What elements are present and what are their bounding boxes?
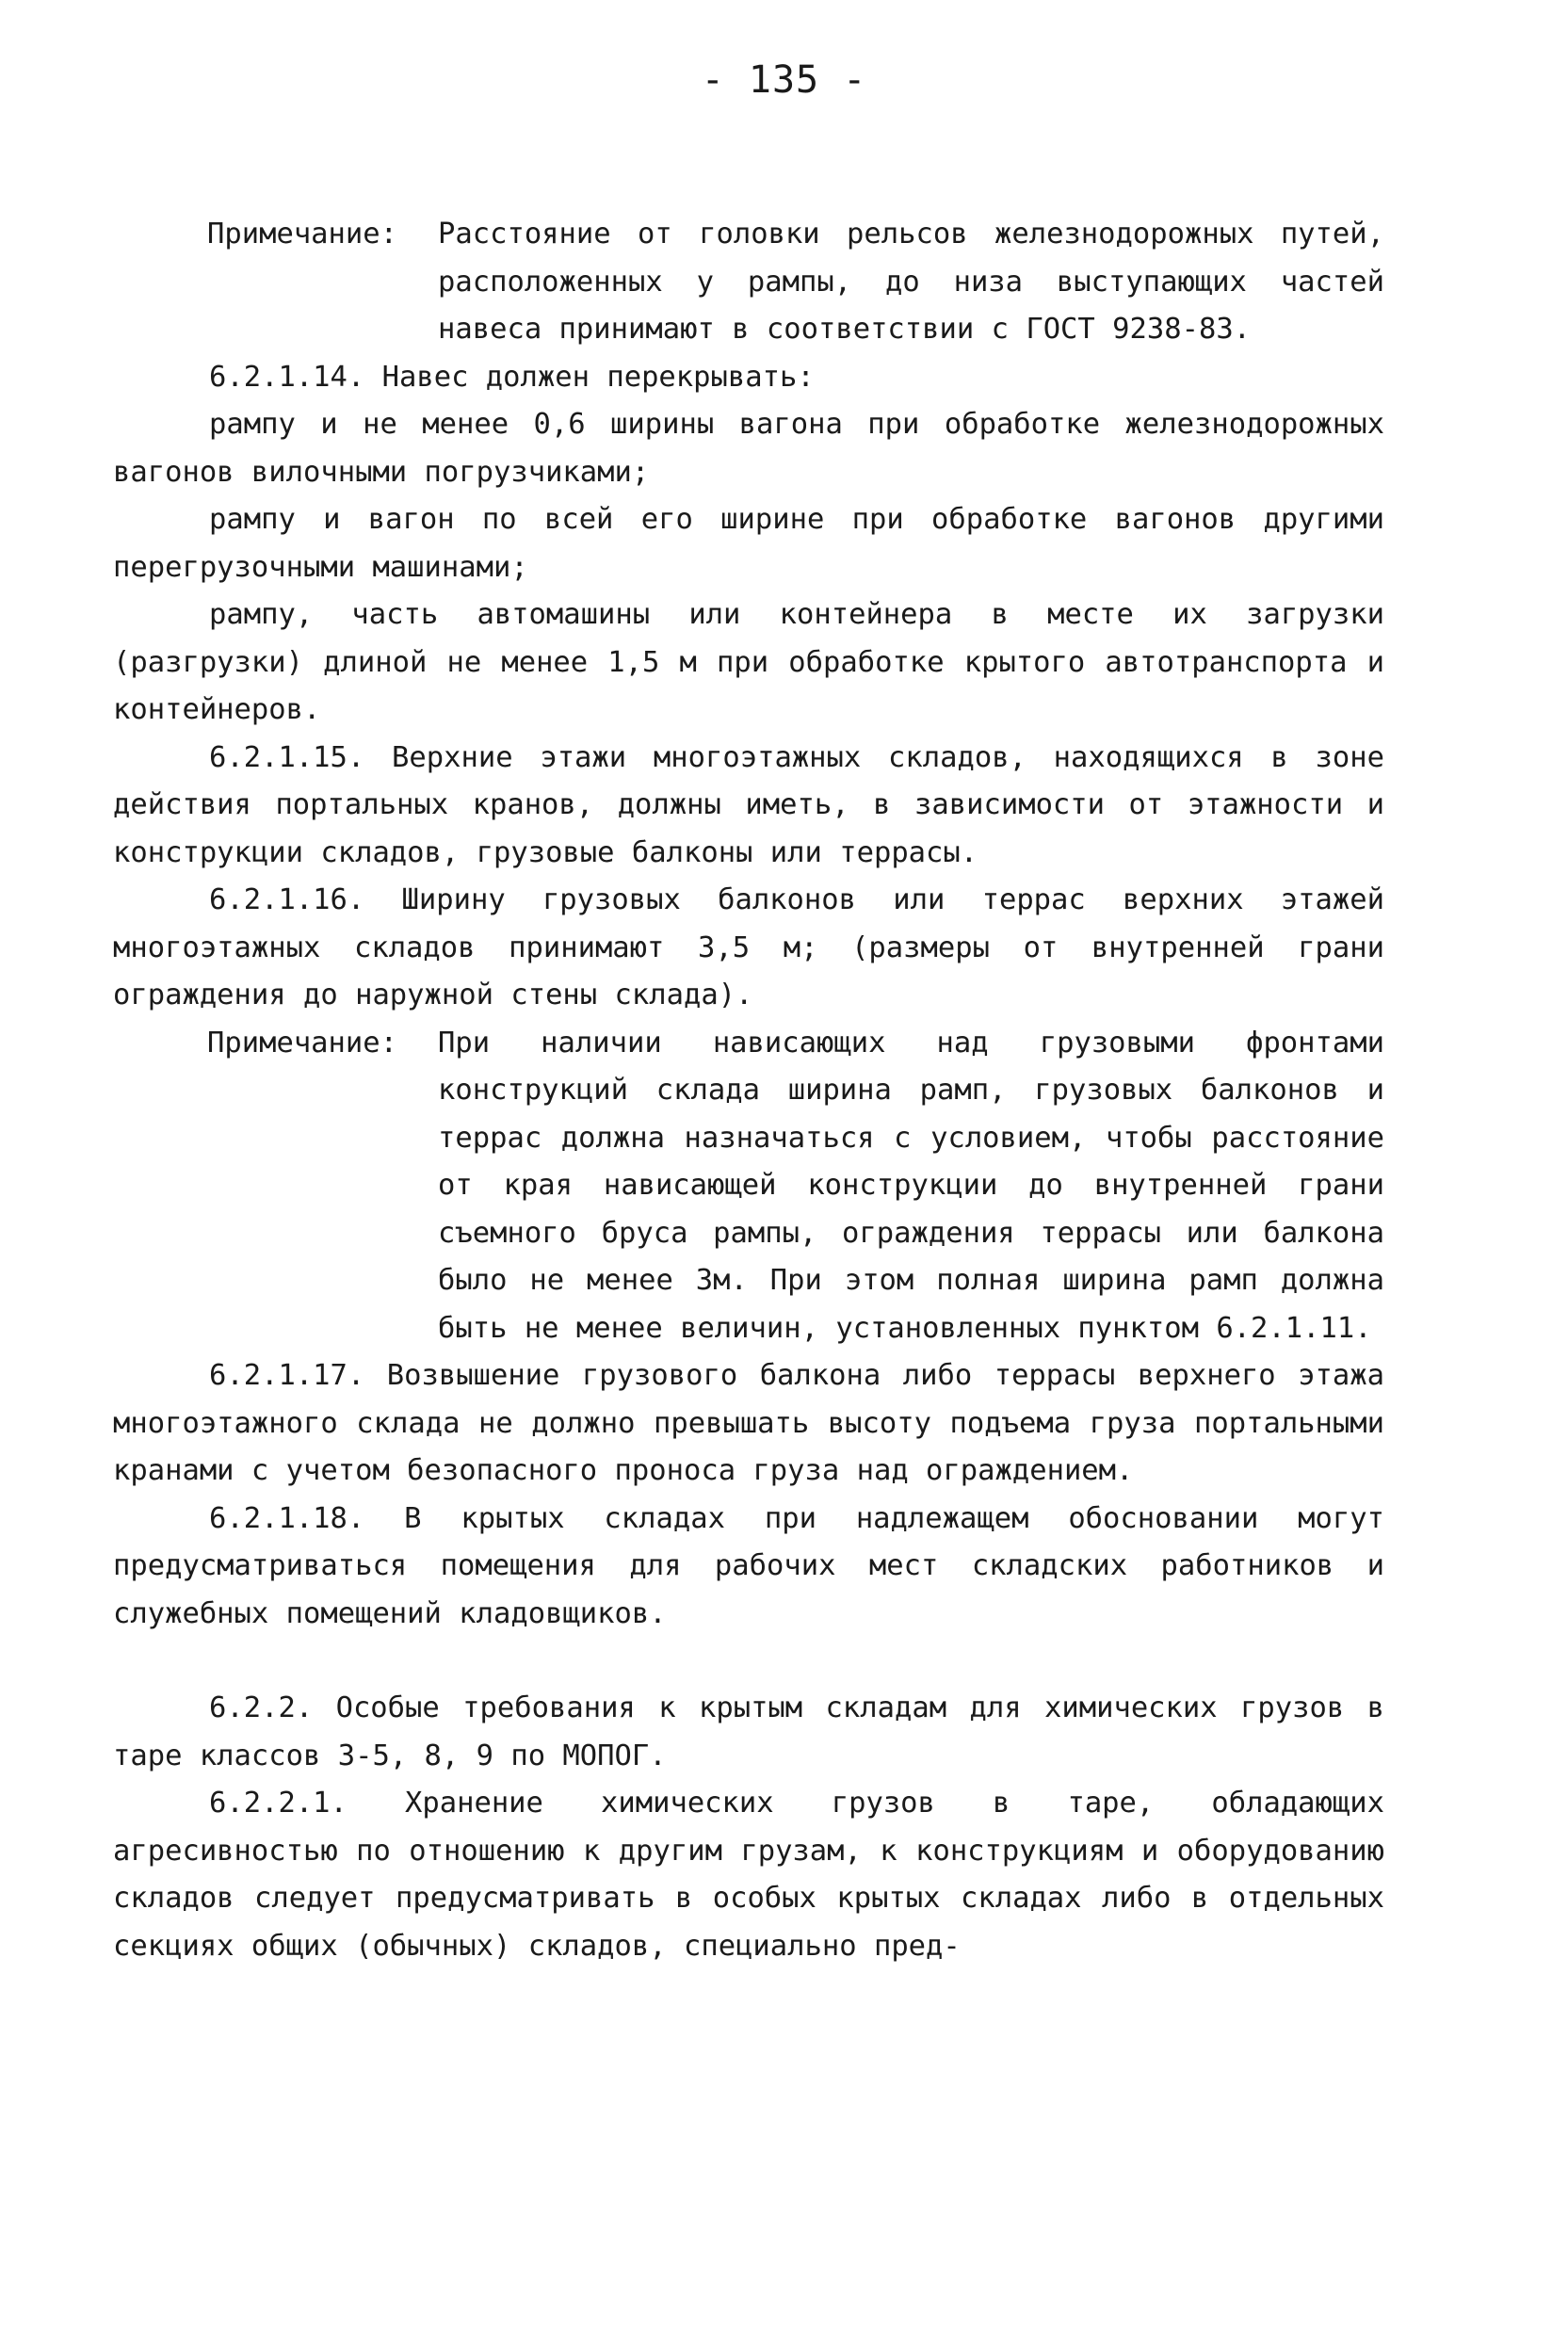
paragraph-6-2-2-1: 6.2.2.1. Хранение химических грузов в таре, обладающих агресивностью по отношению к другим грузам, к конструкциям и оборудованию складов следует предусматривать в особых крытых складах либо в отдельных секциях общих (обычных) складов, специально пред- [113, 1787, 1384, 1963]
document-body [113, 211, 1384, 1970]
paragraph-ramp-truck: рампу, часть автомашины или контейнера в месте их загрузки (разгрузки) длиной не менее 1,5 м при обработке крытого автотранспорта и контейнеров. [113, 598, 1384, 726]
note-label: Примечание: [207, 218, 397, 251]
paragraph-6-2-1-16: 6.2.1.16. Ширину грузовых балконов или террас верхних этажей многоэтажных складов принимают 3,5 м; (размеры от внутренней грани ограждения до наружной стены склада). [113, 883, 1384, 1011]
paragraph-6-2-1-15: 6.2.1.15. Верхние этажи многоэтажных складов, находящихся в зоне действия портальных кранов, должны иметь, в зависимости от этажности и конструкции складов, грузовые балконы или террасы. [113, 740, 1384, 869]
note-block [113, 1020, 1384, 1353]
paragraph-6-2-1-17: 6.2.1.17. Возвышение грузового балкона либо террасы верхнего этажа многоэтажного склада не должно превышать высоту подъема груза портальными кранами с учетом безопасного проноса груза над ограждением. [113, 1359, 1384, 1487]
note-text: Расстояние от головки рельсов железнодорожных путей, расположенных у рампы, до низа выступающих частей навеса принимают в соответствии с ГОСТ 9238-83. [438, 218, 1384, 346]
page-number: - 135 - [701, 58, 867, 102]
paragraph-6-2-1-18: 6.2.1.18. В крытых складах при надлежащем обосновании могут предусматриваться помещения для рабочих мест складских работников и служебных помещений кладовщиков. [113, 1501, 1384, 1630]
section-gap [113, 1638, 1384, 1685]
paragraph-6-2-1-14: 6.2.1.14. Навес должен перекрывать: [209, 360, 815, 394]
note-label: Примечание: [207, 1026, 397, 1060]
note-text: При наличии нависающих над грузовыми фронтами конструкций склада ширина рамп, грузовых балконов и террас должна назначаться с условием, чтобы расстояние от края нависающей конструкции до внутренней грани съемного бруса рампы, ограждения террасы или балкона было не менее 3м. При этом полная ширина рамп должна быть не менее величин, установленных пунктом 6.2.1.11. [438, 1026, 1384, 1345]
paragraph-ramp-wagon: рампу и вагон по всей его ширине при обработке вагонов другими перегрузочными машинами; [113, 503, 1384, 584]
note-block [113, 211, 1384, 354]
section-heading-6-2-2: 6.2.2. Особые требования к крытым складам для химических грузов в таре классов 3-5, 8, 9 по МОПОГ. [113, 1691, 1384, 1772]
paragraph-ramp-forklift: рампу и не менее 0,6 ширины вагона при обработке железнодорожных вагонов вилочными погрузчиками; [113, 408, 1384, 489]
